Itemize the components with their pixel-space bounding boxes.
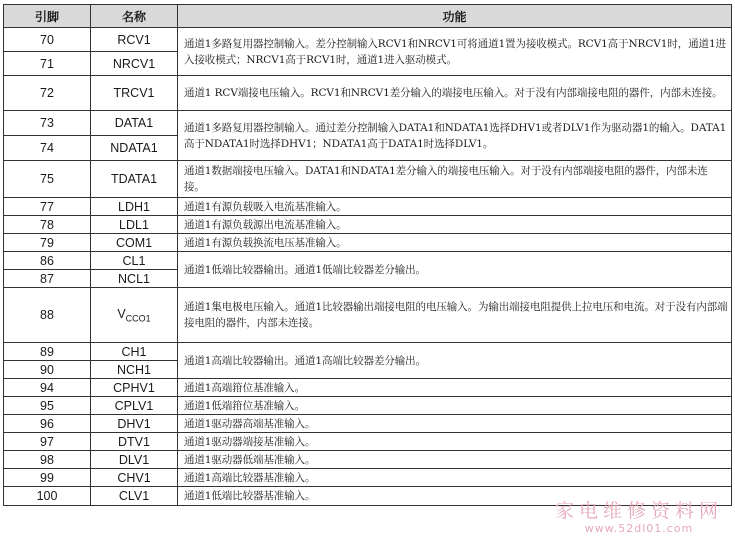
table-row — [4, 451, 732, 469]
pin-function: 通道1高端比较器输出。通道1高端比较器差分输出。 — [178, 343, 732, 379]
pin-function: 通道1驱动器高端基准输入。 — [178, 415, 732, 433]
table-row — [4, 288, 732, 343]
table-row — [4, 343, 732, 361]
table-row — [4, 198, 732, 216]
watermark-title: 家电维修资料网 — [554, 500, 723, 522]
pin-function: 通道1低端箝位基准输入。 — [178, 397, 732, 415]
table-row — [4, 433, 732, 451]
table-row — [4, 216, 732, 234]
pin-name: NCL1 — [91, 270, 178, 288]
pin-name: CL1 — [91, 252, 178, 270]
pin-function: 通道1数据端接电压输入。DATA1和NDATA1差分输入的端接电压输入。对于没有内部端接电阻的器件，内部未连接。 — [178, 161, 732, 198]
table-row — [4, 397, 732, 415]
pin-number: 75 — [4, 161, 91, 198]
pin-number: 90 — [4, 361, 91, 379]
pin-function: 通道1高端箝位基准输入。 — [178, 379, 732, 397]
pin-number: 87 — [4, 270, 91, 288]
pin-number: 86 — [4, 252, 91, 270]
pin-number: 95 — [4, 397, 91, 415]
pin-function: 通道1集电极电压输入。通道1比较器输出端接电阻的电压输入。为输出端接电阻提供上拉电压和电流。对于没有内部端接电阻的器件，内部未连接。 — [178, 288, 732, 343]
pin-name: TDATA1 — [91, 161, 178, 198]
pin-function: 通道1低端比较器输出。通道1低端比较器差分输出。 — [178, 252, 732, 288]
pin-name: DHV1 — [91, 415, 178, 433]
pin-number: 79 — [4, 234, 91, 252]
table-row — [4, 252, 732, 270]
table-row — [4, 111, 732, 136]
pin-function: 通道1有源负载源出电流基准输入。 — [178, 216, 732, 234]
pin-function: 通道1驱动器端接基准输入。 — [178, 433, 732, 451]
pin-name: NDATA1 — [91, 136, 178, 161]
pin-name: CLV1 — [91, 487, 178, 506]
pin-number: 96 — [4, 415, 91, 433]
pin-number: 98 — [4, 451, 91, 469]
pin-name-main: V — [117, 306, 126, 321]
watermark-url: www.52dl01.com — [584, 522, 694, 535]
pin-number: 88 — [4, 288, 91, 343]
pin-number: 77 — [4, 198, 91, 216]
pin-number: 71 — [4, 52, 91, 76]
header-pin: 引脚 — [4, 5, 91, 28]
pin-name: COM1 — [91, 234, 178, 252]
pin-function: 通道1有源负载吸入电流基准输入。 — [178, 198, 732, 216]
pin-number: 94 — [4, 379, 91, 397]
table-row — [4, 379, 732, 397]
pin-name: DATA1 — [91, 111, 178, 136]
header-name: 名称 — [91, 5, 178, 28]
pin-name — [91, 288, 178, 343]
pin-name: RCV1 — [91, 28, 178, 52]
pin-number: 73 — [4, 111, 91, 136]
pin-number: 99 — [4, 469, 91, 487]
pin-number: 70 — [4, 28, 91, 52]
table-row — [4, 415, 732, 433]
pin-name: TRCV1 — [91, 76, 178, 111]
header-function: 功能 — [178, 5, 732, 28]
table-body — [4, 28, 732, 506]
pin-number: 72 — [4, 76, 91, 111]
pin-function: 通道1低端比较器基准输入。 — [178, 487, 732, 506]
table-row — [4, 469, 732, 487]
pin-name: NCH1 — [91, 361, 178, 379]
table-row — [4, 161, 732, 198]
table-row — [4, 487, 732, 506]
pin-name: CHV1 — [91, 469, 178, 487]
table-header-row — [4, 5, 732, 28]
pin-name-subscript: CCO1 — [125, 313, 151, 324]
pin-name: CPHV1 — [91, 379, 178, 397]
pin-name: DTV1 — [91, 433, 178, 451]
pin-name: CPLV1 — [91, 397, 178, 415]
pin-number: 78 — [4, 216, 91, 234]
table-row — [4, 76, 732, 111]
pin-function: 通道1 RCV端接电压输入。RCV1和NRCV1差分输入的端接电压输入。对于没有内部端接电阻的器件，内部未连接。 — [178, 76, 732, 111]
pin-name: CH1 — [91, 343, 178, 361]
pin-number: 100 — [4, 487, 91, 506]
pin-number: 74 — [4, 136, 91, 161]
pin-function: 通道1多路复用器控制输入。差分控制输入RCV1和NRCV1可将通道1置为接收模式。RCV1高于NRCV1时，通道1进入接收模式；NRCV1高于RCV1时，通道1进入驱动模式。 — [178, 28, 732, 76]
table-row — [4, 234, 732, 252]
pin-name: LDH1 — [91, 198, 178, 216]
pin-function: 通道1有源负载换流电压基准输入。 — [178, 234, 732, 252]
table-row — [4, 28, 732, 52]
pin-name: DLV1 — [91, 451, 178, 469]
pin-name: NRCV1 — [91, 52, 178, 76]
pin-number: 89 — [4, 343, 91, 361]
pin-function: 通道1高端比较器基准输入。 — [178, 469, 732, 487]
pin-function-table — [3, 4, 732, 506]
pin-function: 通道1多路复用器控制输入。通过差分控制输入DATA1和NDATA1选择DHV1或者DLV1作为驱动器1的输入。DATA1高于NDATA1时选择DHV1；NDATA1高于DATA1时选择DLV1。 — [178, 111, 732, 161]
pin-number: 97 — [4, 433, 91, 451]
pin-function: 通道1驱动器低端基准输入。 — [178, 451, 732, 469]
pin-name: LDL1 — [91, 216, 178, 234]
